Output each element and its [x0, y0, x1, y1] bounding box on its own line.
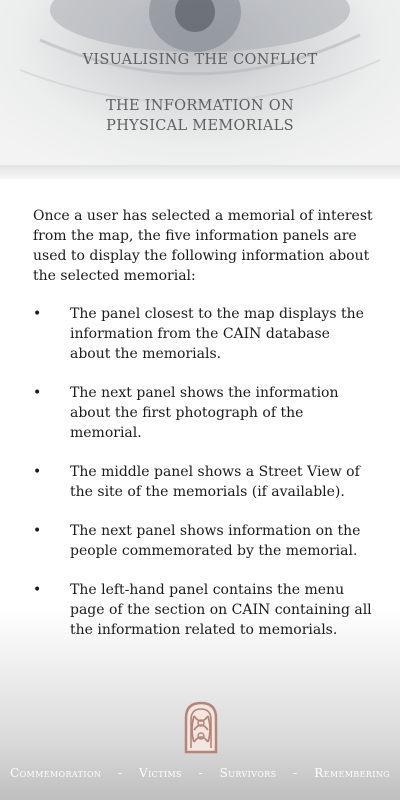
page-subtitle [0, 96, 400, 136]
nav-link-survivors[interactable]: Survivors [219, 766, 277, 780]
info-panel-list [33, 304, 373, 640]
nav-link-victims[interactable]: Victims [139, 766, 182, 780]
eye-background-image [0, 0, 400, 165]
main-content [33, 206, 373, 659]
list-item [33, 383, 373, 443]
bullet-icon: • [33, 523, 42, 539]
list-item [33, 462, 373, 502]
header-banner [0, 0, 400, 165]
header-divider [0, 165, 400, 179]
list-item [33, 521, 373, 561]
celtic-knot-emblem-icon[interactable] [180, 700, 222, 754]
list-item-text: The panel closest to the map displays the information from the CAIN database about the memorials. [70, 306, 364, 362]
list-item-text: The middle panel shows a Street View of the site of the memorials (if available). [70, 464, 360, 500]
nav-link-remembering[interactable]: Remembering [314, 766, 390, 780]
bullet-icon: • [33, 582, 42, 598]
bullet-icon: • [33, 306, 42, 322]
nav-separator: - [198, 766, 203, 780]
nav-link-commemoration[interactable]: Commemoration [10, 766, 102, 780]
nav-separator: - [117, 766, 123, 780]
subtitle-line-2: PHYSICAL MEMORIALS [106, 118, 294, 134]
subtitle-line-1: THE INFORMATION ON [106, 98, 294, 114]
bullet-icon: • [33, 464, 42, 480]
list-item [33, 304, 373, 364]
page-title: VISUALISING THE CONFLICT [82, 52, 318, 68]
bullet-icon: • [33, 385, 42, 401]
list-item-text: The next panel shows the information about the first photograph of the memorial. [70, 385, 339, 441]
intro-paragraph: Once a user has selected a memorial of interest from the map, the five information panels are used to display the following information about the selected memorial: [33, 208, 373, 284]
nav-separator: - [293, 766, 298, 780]
list-item-text: The left-hand panel contains the menu page of the section on CAIN containing all the information related to memorials. [70, 582, 372, 638]
footer-nav [0, 766, 400, 788]
list-item [33, 580, 373, 640]
list-item-text: The next panel shows information on the people commemorated by the memorial. [70, 523, 361, 559]
